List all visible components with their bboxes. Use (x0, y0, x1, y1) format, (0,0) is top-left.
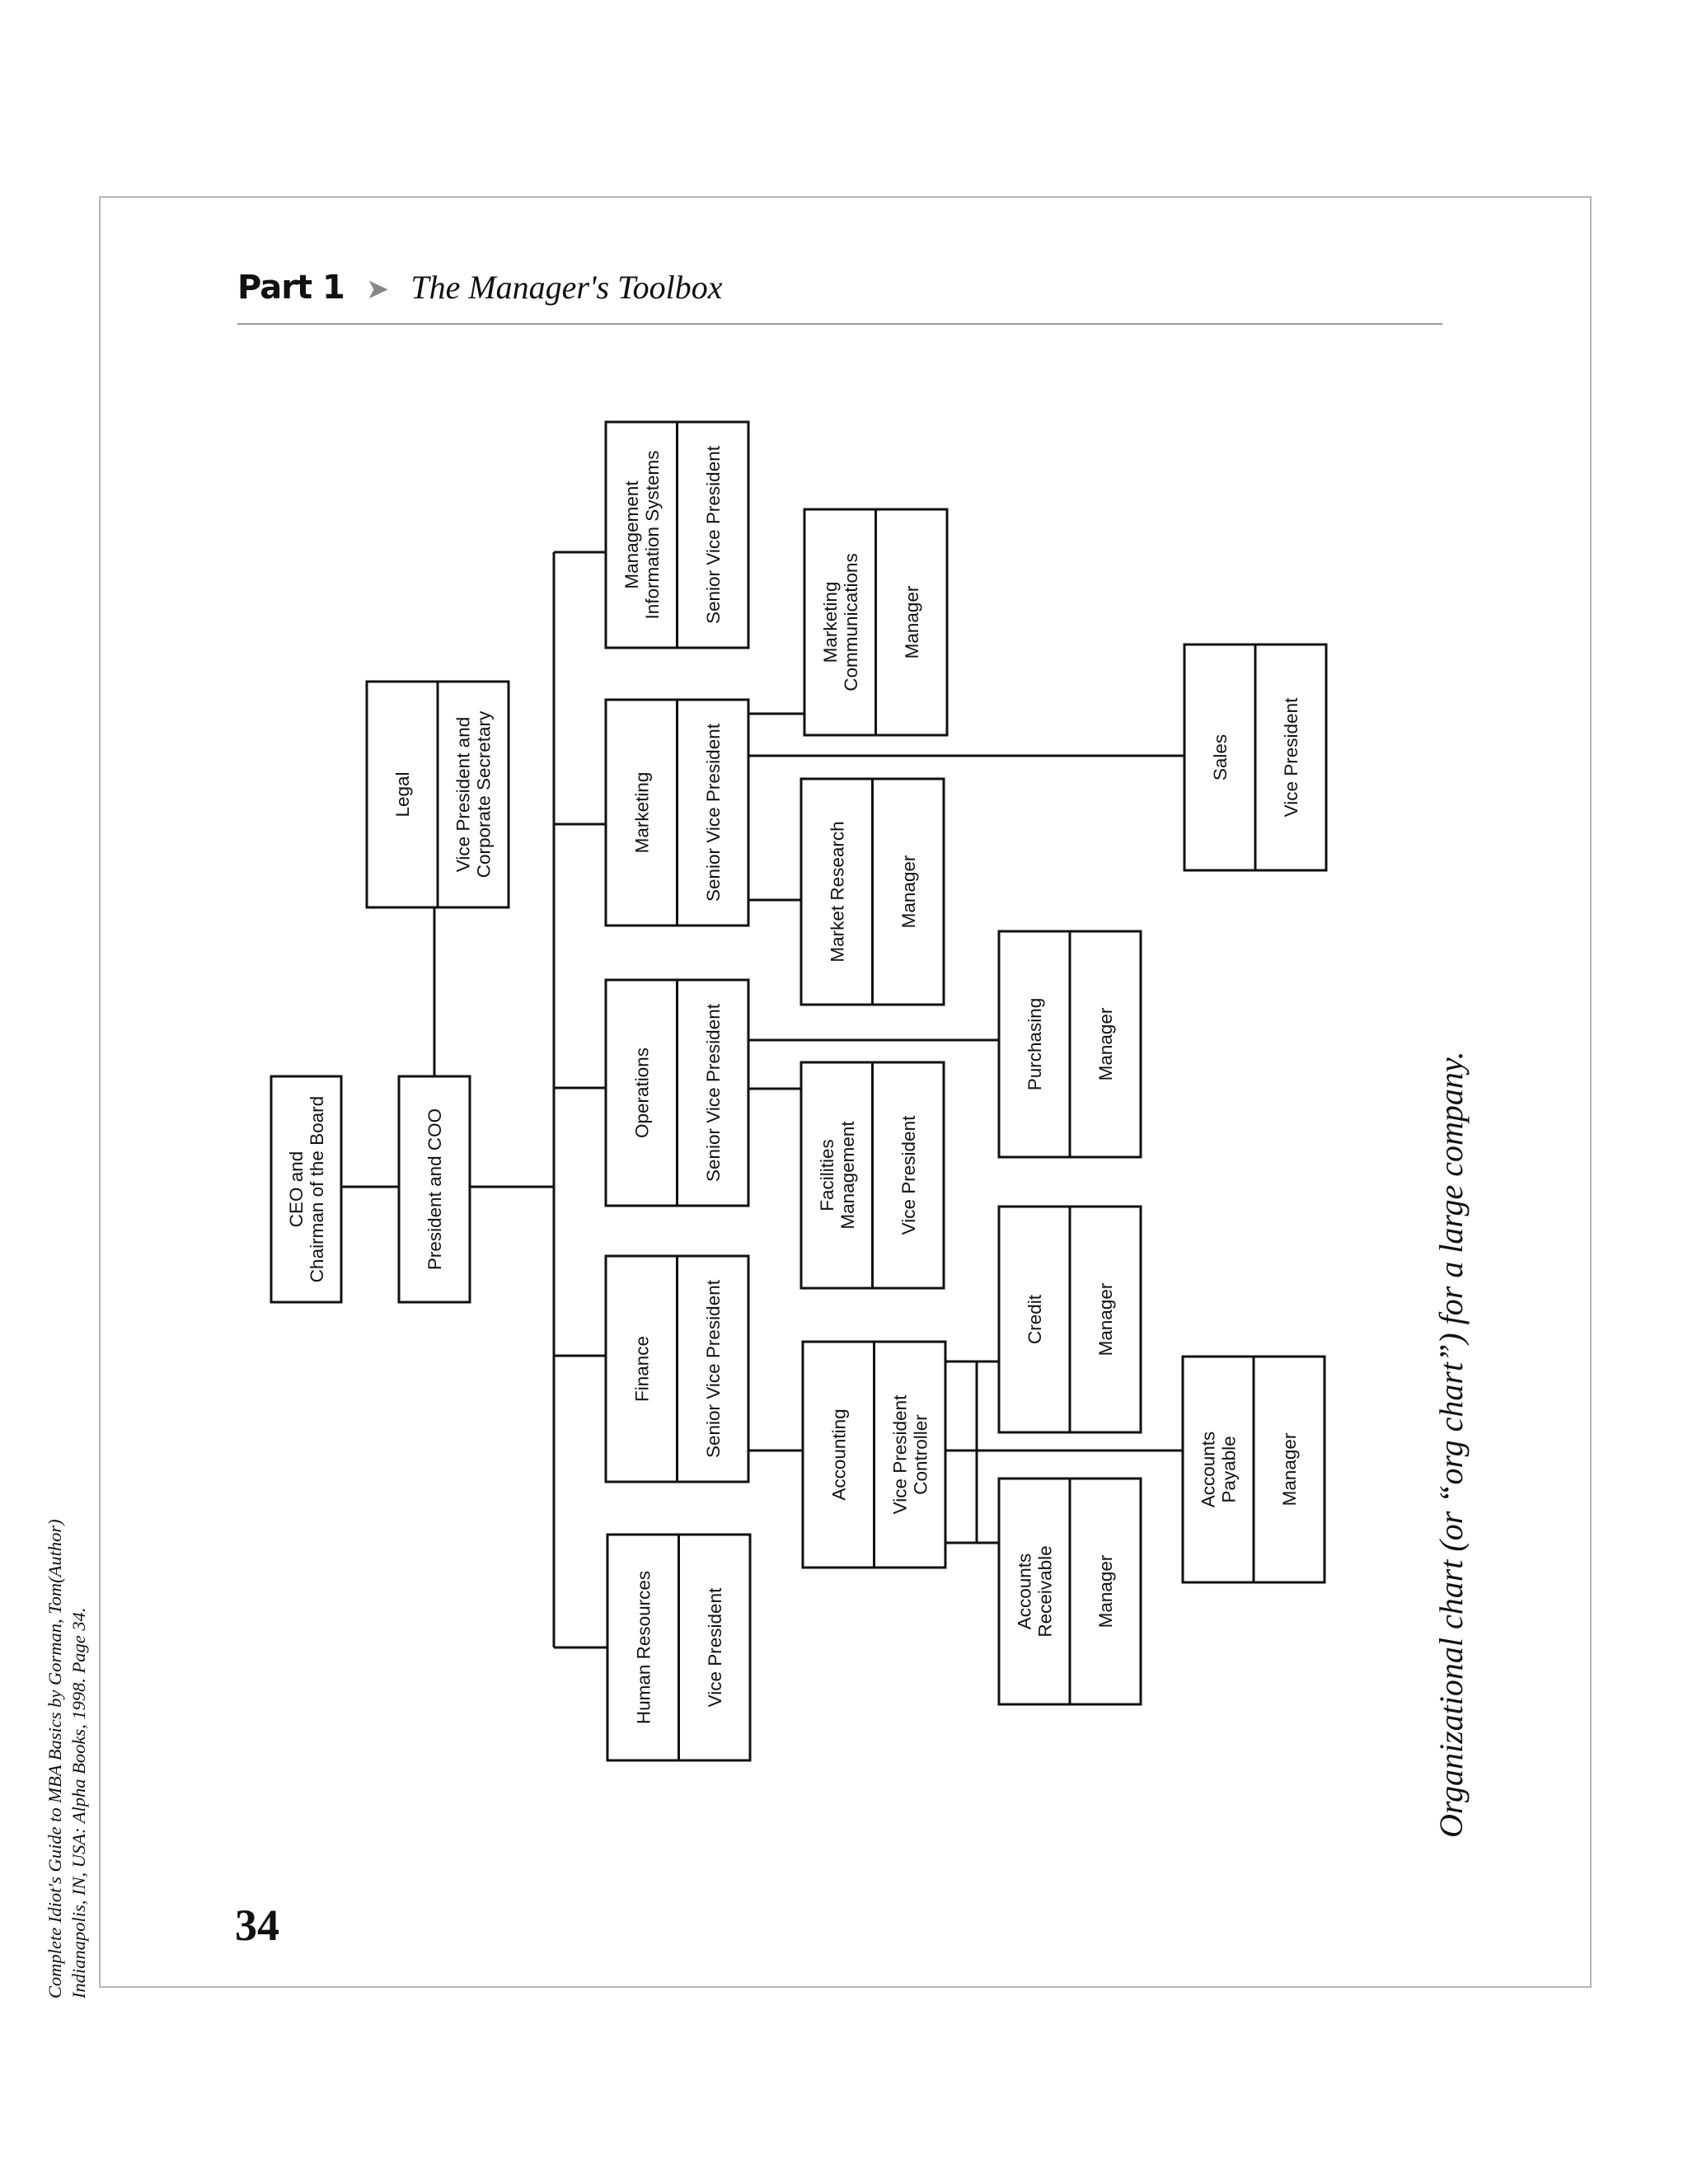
org-box-title: Manager (901, 585, 922, 659)
org-box-title: Vice PresidentController (889, 1394, 931, 1515)
org-box-finance (606, 1256, 748, 1482)
org-box-sales (1184, 644, 1326, 870)
org-box-operations (606, 980, 748, 1206)
org-box-facilities (801, 1062, 944, 1288)
org-box-department: Sales (1210, 733, 1231, 781)
org-box-title: Senior Vice President (702, 446, 724, 624)
org-box-title: President and COO (424, 1108, 445, 1271)
org-box-title: Vice President (898, 1115, 919, 1235)
org-box-accounting (803, 1342, 945, 1568)
org-box-title: Senior Vice President (702, 1280, 724, 1458)
org-box-department: Legal (392, 771, 413, 818)
part-label: Part 1 (237, 269, 345, 307)
org-box-department: Market Research (827, 821, 848, 963)
arrow-icon: ➤ (365, 274, 390, 305)
org-box-department: Accounting (828, 1408, 850, 1501)
page-number: 34 (235, 1900, 279, 1950)
org-box-department: AccountsPayable (1198, 1431, 1240, 1508)
org-boxes (271, 422, 1326, 1760)
org-box-accounts-receivable (999, 1479, 1141, 1704)
org-box-title: Manager (898, 855, 919, 929)
org-box-title: Manager (1095, 1282, 1116, 1357)
org-box-president (399, 1076, 470, 1302)
org-box-title: Manager (1095, 1554, 1116, 1629)
org-box-accounts-payable (1183, 1357, 1325, 1582)
org-box-department: Finance (631, 1335, 653, 1403)
org-box-title: Senior Vice President (702, 724, 724, 902)
org-box-mis (606, 422, 748, 648)
org-box-department: FacilitiesManagement (816, 1121, 858, 1230)
org-box-hr (607, 1535, 750, 1760)
org-box-title: CEO andChairman of the Board (286, 1095, 327, 1283)
org-box-purchasing (999, 931, 1141, 1157)
citation-line-1: Complete Idiot's Guide to MBA Basics by Gorman, Tom(Author) (45, 1519, 65, 1999)
org-box-market-research (801, 779, 944, 1005)
org-box-department: Purchasing (1025, 997, 1045, 1091)
org-box-credit (999, 1207, 1141, 1432)
org-box-department: AccountsReceivable (1014, 1545, 1056, 1638)
org-box-ceo (271, 1076, 341, 1302)
section-title: The Manager's Toolbox (410, 269, 723, 306)
org-box-department: Credit (1025, 1294, 1045, 1345)
org-box-title: Vice President andCorporate Secretary (452, 710, 495, 879)
org-box-department: Human Resources (633, 1570, 654, 1725)
org-box-title: Manager (1095, 1007, 1116, 1081)
org-box-legal (367, 682, 509, 907)
org-box-marcom (804, 509, 947, 735)
figure-caption: Organizational chart (or “org chart”) for a large company. (1432, 1051, 1470, 1838)
org-box-title: Senior Vice President (702, 1004, 724, 1182)
org-box-department: Marketing (631, 771, 653, 854)
citation-line-2: Indianapolis, IN, USA: Alpha Books, 1998. Page 34. (68, 1607, 89, 1999)
org-box-marketing (606, 700, 748, 926)
org-box-title: Vice President (1281, 697, 1301, 818)
org-box-title: Vice President (704, 1587, 725, 1708)
org-box-title: Manager (1279, 1432, 1300, 1507)
org-box-department: MarketingCommunications (819, 553, 861, 691)
org-box-department: ManagementInformation Systems (621, 450, 663, 620)
org-box-department: Operations (631, 1047, 653, 1139)
